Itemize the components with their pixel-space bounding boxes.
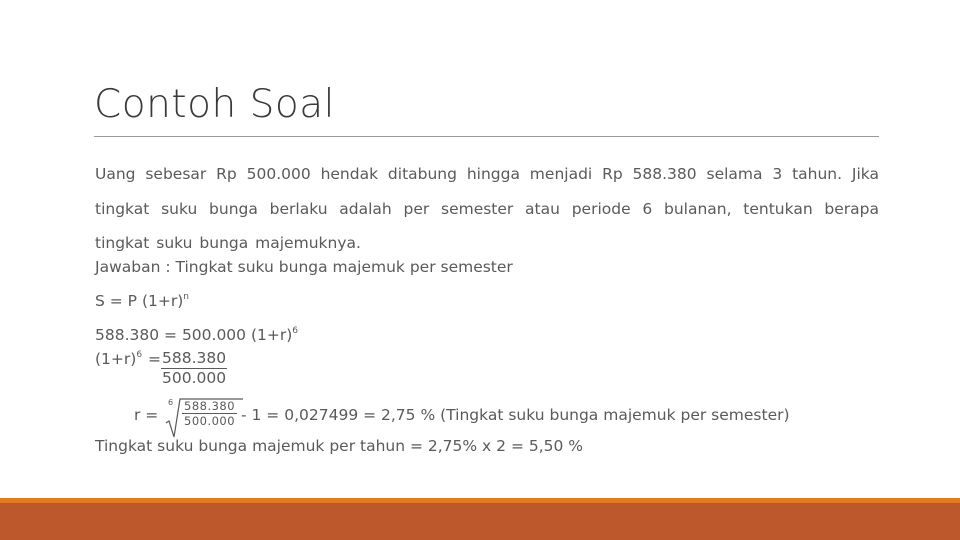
isolate-lhs (95, 350, 142, 368)
problem-line-3: tingkat suku bunga majemuknya. (95, 234, 361, 252)
fraction-numerator: 588.380 (162, 349, 227, 367)
isolate-lhs-base: (1+r) (95, 350, 137, 368)
root-fraction (182, 399, 237, 429)
isolate-fraction (161, 349, 227, 388)
formula-base: S = P (1+r) (95, 292, 184, 310)
slide-title: Contoh Soal (94, 82, 335, 127)
isolate-lhs-exponent: 6 (136, 350, 143, 360)
answer-heading: Jawaban : Tingkat suku bunga majemuk per semester (95, 258, 513, 276)
formula-exponent: n (183, 292, 189, 302)
footer-bar (0, 503, 960, 540)
fraction-denominator: 500.000 (162, 369, 227, 387)
title-divider (94, 136, 879, 137)
substitution-step (95, 326, 298, 344)
general-formula (95, 292, 189, 310)
substitution-exponent: 6 (292, 326, 299, 336)
isolate-equals: = (148, 350, 161, 368)
substitution-base: 588.380 = 500.000 (1+r) (95, 326, 293, 344)
root-denominator: 500.000 (184, 414, 236, 428)
problem-line-2: tingkat suku bunga berlaku adalah per semester atau periode 6 bulanan, tentukan berapa (95, 199, 879, 218)
problem-statement (95, 157, 879, 261)
root-result: - 1 = 0,027499 = 2,75 % (Tingkat suku bunga majemuk per semester) (241, 406, 790, 424)
root-lhs: r = (134, 406, 159, 424)
problem-line-1: Uang sebesar Rp 500.000 hendak ditabung hingga menjadi Rp 588.380 selama 3 tahun. Jika (95, 165, 879, 183)
annual-rate: Tingkat suku bunga majemuk per tahun = 2,75% x 2 = 5,50 % (95, 437, 584, 455)
root-index: 6 (168, 398, 174, 407)
root-numerator: 588.380 (184, 399, 236, 413)
